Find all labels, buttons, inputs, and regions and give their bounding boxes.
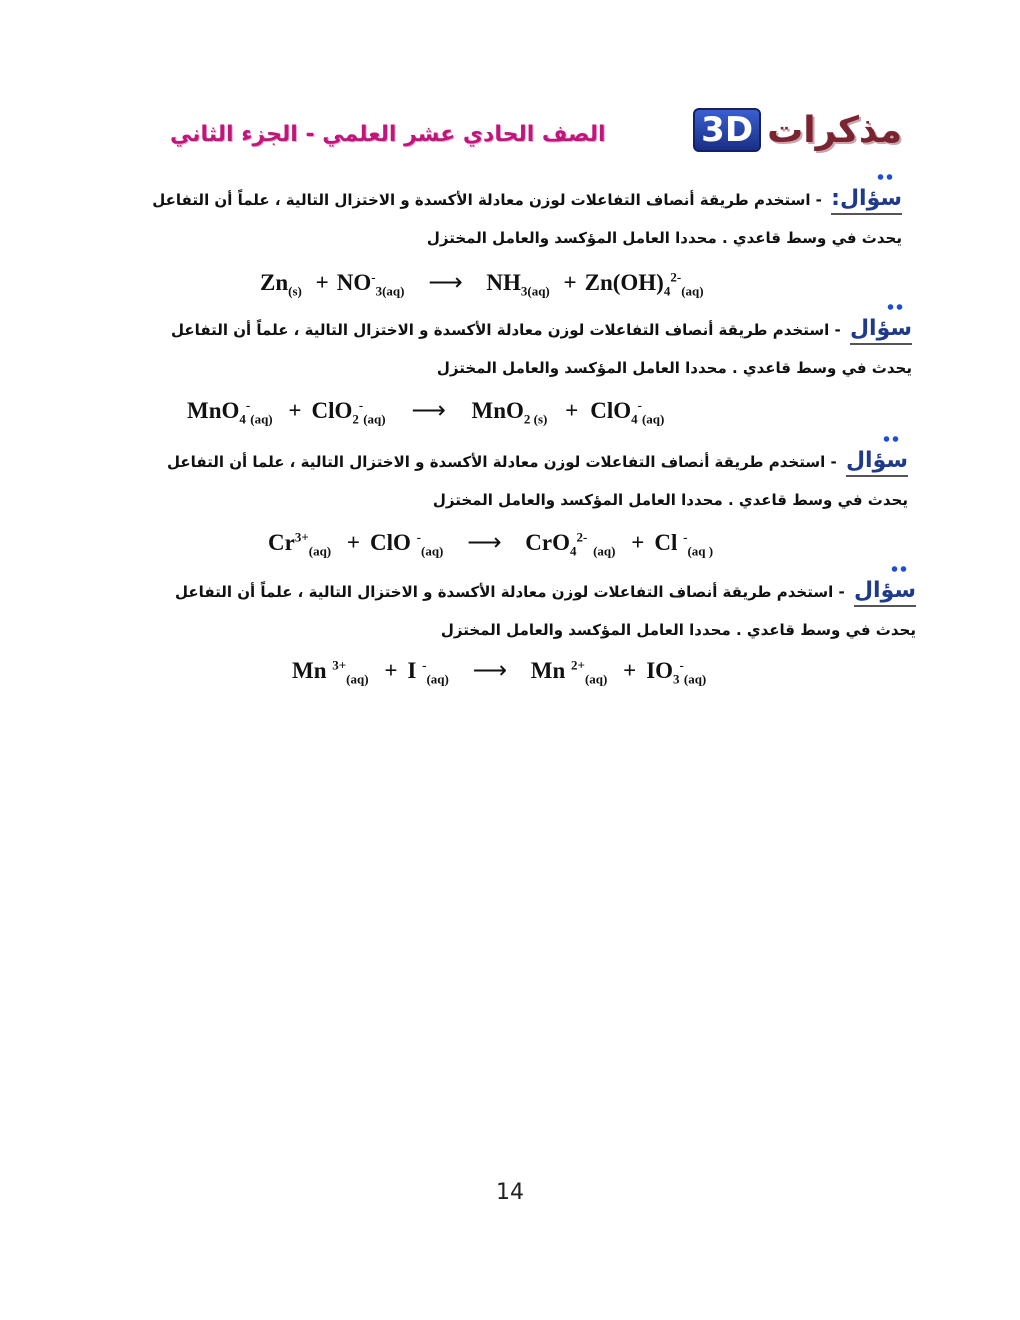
reaction-arrow: ⟶ <box>467 528 502 556</box>
question-text-line-2: يحدث في وسط قاعدي . محددا العامل المؤكسد والعامل المختزل <box>426 229 902 247</box>
equation-2: MnO$_4$-$_{(aq)}$ + ClO$_2$-$_{(aq)}$ ⟶ MnO$_{2 (s)}$ + ClO$_4$-$_{(aq)}$ <box>187 396 665 427</box>
question-1 <box>152 186 902 247</box>
question-4 <box>175 578 916 639</box>
question-text-line-2: يحدث في وسط قاعدي . محددا العامل المؤكسد والعامل المختزل <box>432 491 908 509</box>
equation-4: Mn $^{3+}_{(aq)}$ + I -$_{(aq)}$ ⟶ Mn $^{2+}_{(aq)} + IO_3^-_{(aq)}$ <box>292 656 707 687</box>
question-3 <box>167 448 908 509</box>
question-label: سؤال <box>846 448 908 477</box>
question-2 <box>171 316 912 377</box>
question-text-line-1: - استخدم طريقة أنصاف التفاعلات لوزن معادلة الأكسدة و الاختزال التالية ، علماً أن التفاعل <box>152 191 822 209</box>
question-text-line-2: يحدث في وسط قاعدي . محددا العامل المؤكسد والعامل المختزل <box>440 621 916 639</box>
brand-badge: 3D <box>693 108 761 152</box>
equation-1: $Zn_{(s)} + NO^-_{3(aq)}$ ⟶ $NH_{3(aq)} + Zn(OH)_4^{2-}_{(aq)}$ <box>260 268 704 299</box>
equation-3: $Cr^{3+}_{(aq)}$ + ClO -$_{(aq)}$ ⟶ CrO$_4^{2-}$ $_{(aq)}$ + Cl -$_{(aq )}$ <box>268 528 714 559</box>
reaction-arrow: ⟶ <box>472 656 508 684</box>
question-label: سؤال <box>850 316 912 345</box>
brand-logo <box>693 108 902 152</box>
brand-text: مذكرات <box>767 109 902 151</box>
question-text-line-2: يحدث في وسط قاعدي . محددا العامل المؤكسد والعامل المختزل <box>436 359 912 377</box>
reaction-arrow: ⟶ <box>428 268 463 296</box>
question-label: سؤال <box>854 578 916 607</box>
page-subtitle: الصف الحادي عشر العلمي - الجزء الثاني <box>170 122 606 147</box>
question-text-line-1: - استخدم طريقة أنصاف التفاعلات لوزن معادلة الأكسدة و الاختزال التالية ، علماً أن التفاعل <box>171 321 841 339</box>
page-number: 14 <box>496 1180 524 1205</box>
question-text-line-1: - استخدم طريقة أنصاف التفاعلات لوزن معادلة الأكسدة و الاختزال التالية ، علماً أن التفاعل <box>175 583 845 601</box>
question-text-line-1: - استخدم طريقة أنصاف التفاعلات لوزن معادلة الأكسدة و الاختزال التالية ، علما أن التفاعل <box>167 453 837 471</box>
page-header <box>0 100 1020 170</box>
question-label: سؤال: <box>831 186 902 215</box>
reaction-arrow: ⟶ <box>411 396 446 424</box>
